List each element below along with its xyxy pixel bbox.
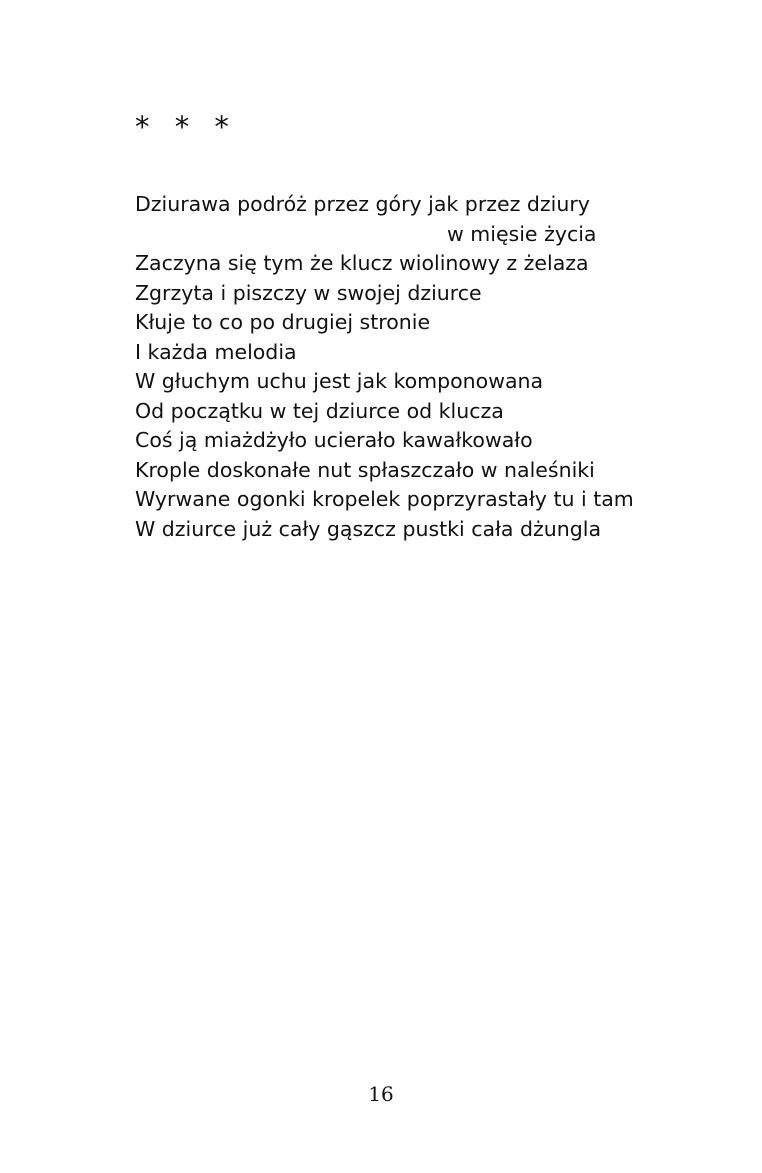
poem-line-6: I każda melodia [135,339,297,364]
page-number: 16 [368,1082,394,1106]
poem-line-10: Krople doskonałe nut spłaszczało w naleśniki [135,457,595,482]
poem-line-4: Zgrzyta i piszczy w swojej dziurce [135,280,482,305]
poem-line-8: Od początku w tej dziurce od klucza [135,398,504,423]
poem [135,112,655,544]
poem-line-3: Zaczyna się tym że klucz wiolinowy z żelaza [135,251,589,275]
poem-line-12: W dziurce już cały gąszcz pustki cała dżungla [135,516,602,541]
poem-line-9: Coś ją miażdżyło ucierało kawałkowało [135,428,533,452]
poem-line-5: Kłuje to co po drugiej stronie [135,310,431,334]
poem-line-11: Wyrwane ogonki kropelek poprzyrastały tu i tam [135,487,634,511]
poem-heading: * * * [135,110,237,144]
poem-line-2: w mięsie życia [447,221,597,246]
poem-line-7: W głuchym uchu jest jak komponowana [135,369,544,393]
poem-line-1: Dziurawa podróż przez góry jak przez dziury [135,192,590,216]
